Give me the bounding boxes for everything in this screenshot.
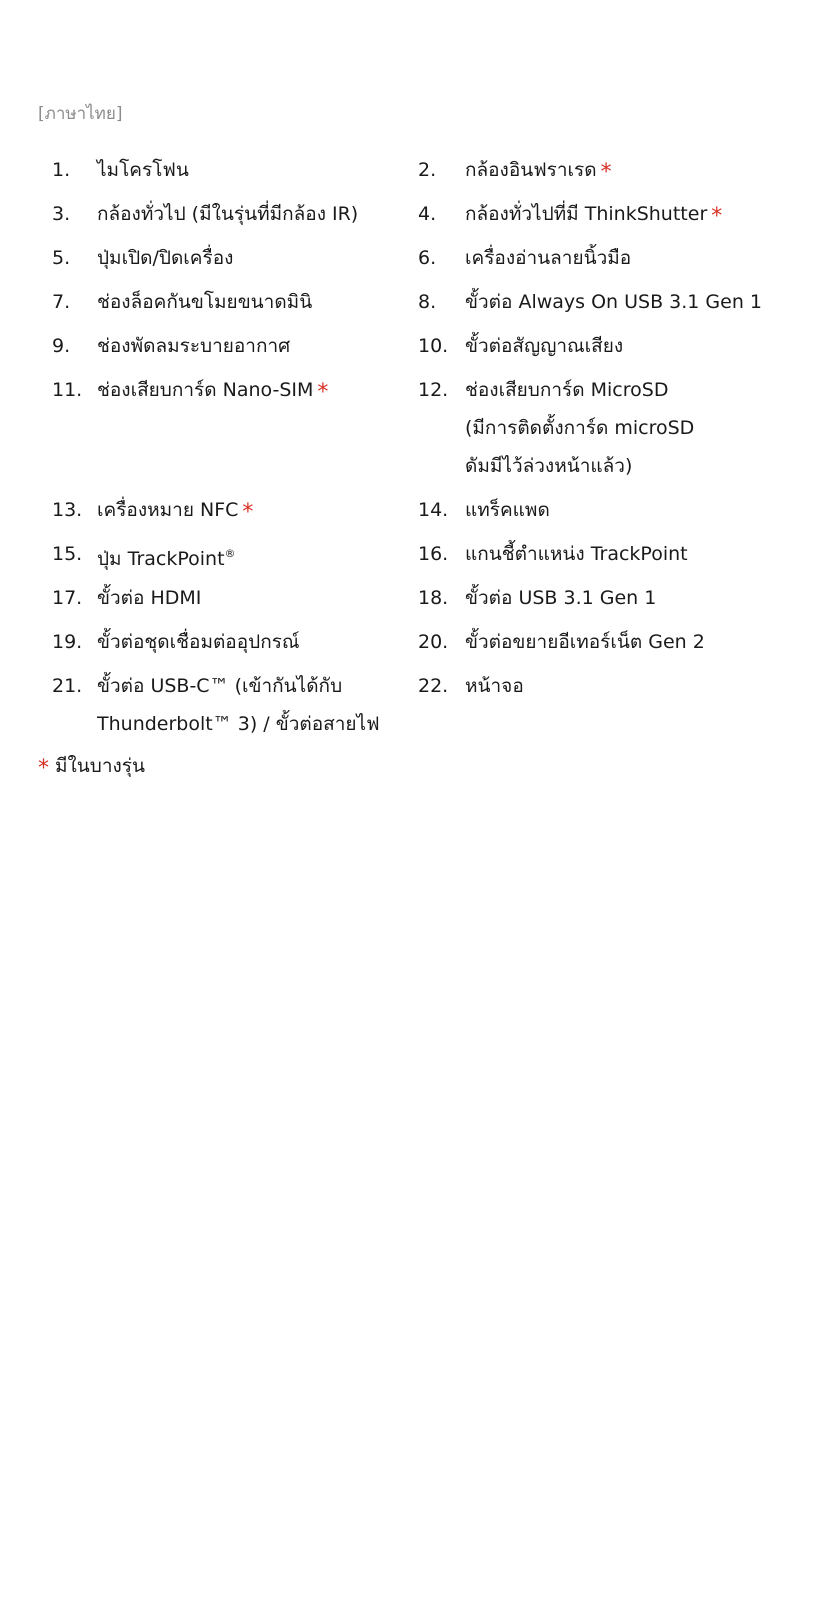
item-label: เครื่องหมาย NFC * — [97, 499, 254, 525]
item-label: กล้องทั่วไป (มีในรุ่นที่มีกล้อง IR) — [97, 203, 359, 225]
legend-row — [0, 277, 829, 321]
item-label: ขั้วต่อ USB 3.1 Gen 1 — [465, 587, 657, 609]
item-number: 14. — [418, 499, 449, 521]
legend-row — [0, 189, 829, 233]
registered-mark: ® — [224, 547, 236, 560]
optional-star-icon: * — [600, 160, 612, 185]
item-number: 9. — [52, 335, 71, 357]
item-label: กล้องทั่วไปที่มี ThinkShutter * — [465, 203, 723, 229]
item-label: แกนชี้ตำแหน่ง TrackPoint — [465, 543, 688, 565]
item-number: 17. — [52, 587, 83, 609]
item-number: 20. — [418, 631, 449, 653]
item-number: 5. — [52, 247, 71, 269]
item-label: แทร็คแพด — [465, 499, 550, 521]
item-number: 22. — [418, 675, 449, 697]
item-number: 8. — [418, 291, 437, 313]
item-label: ช่องเสียบการ์ด Nano-SIM * — [97, 379, 329, 405]
footnote — [38, 752, 145, 780]
optional-star-icon: * — [711, 204, 723, 229]
item-label: กล้องอินฟราเรด * — [465, 159, 612, 185]
item-label: ไมโครโฟน — [97, 159, 189, 181]
item-number: 12. — [418, 379, 449, 401]
item-label: ปุ่มเปิด/ปิดเครื่อง — [97, 247, 234, 269]
optional-star-icon: * — [242, 500, 254, 525]
language-tag: [ภาษาไทย] — [38, 104, 123, 124]
footnote-text: มีในบางรุ่น — [55, 755, 145, 777]
legend-row — [0, 365, 829, 485]
legend-row — [0, 233, 829, 277]
legend-row — [0, 573, 829, 617]
item-number: 18. — [418, 587, 449, 609]
item-label: ช่องเสียบการ์ด MicroSD (มีการติดตั้งการ์ด microSD ดัมมีไว้ล่วงหน้าแล้ว) — [465, 379, 695, 477]
item-number: 1. — [52, 159, 71, 181]
item-label: ช่องล็อคกันขโมยขนาดมินิ — [97, 291, 313, 313]
legend-row — [0, 529, 829, 573]
item-label: เครื่องอ่านลายนิ้วมือ — [465, 247, 632, 269]
item-number: 16. — [418, 543, 449, 565]
legend-row — [0, 485, 829, 529]
item-label: ขั้วต่อ USB-C™ (เข้ากันได้กับ Thunderbolt™ 3) / ขั้วต่อสายไฟ — [97, 675, 380, 735]
item-number: 11. — [52, 379, 83, 401]
item-label: ปุ่ม TrackPoint® — [97, 547, 236, 570]
item-number: 21. — [52, 675, 83, 697]
optional-star-icon: * — [317, 380, 329, 405]
item-label: ขั้วต่อชุดเชื่อมต่ออุปกรณ์ — [97, 631, 300, 653]
item-label: ช่องพัดลมระบายอากาศ — [97, 335, 291, 357]
item-number: 19. — [52, 631, 83, 653]
item-number: 3. — [52, 203, 71, 225]
item-label: ขั้วต่อสัญญาณเสียง — [465, 335, 624, 357]
item-number: 6. — [418, 247, 437, 269]
optional-star-icon: * — [38, 756, 49, 781]
item-number: 15. — [52, 543, 83, 565]
item-number: 7. — [52, 291, 71, 313]
item-label: ขั้วต่อขยายอีเทอร์เน็ต Gen 2 — [465, 631, 705, 653]
legend-row — [0, 145, 829, 189]
legend-row — [0, 617, 829, 661]
item-number: 10. — [418, 335, 449, 357]
item-label: หน้าจอ — [465, 675, 524, 697]
legend-row — [0, 661, 829, 743]
item-label: ขั้วต่อ HDMI — [97, 587, 202, 609]
legend-row — [0, 321, 829, 365]
item-label: ขั้วต่อ Always On USB 3.1 Gen 1 — [465, 291, 763, 313]
item-number: 4. — [418, 203, 437, 225]
legend-list — [0, 145, 829, 743]
item-number: 2. — [418, 159, 437, 181]
item-number: 13. — [52, 499, 83, 521]
